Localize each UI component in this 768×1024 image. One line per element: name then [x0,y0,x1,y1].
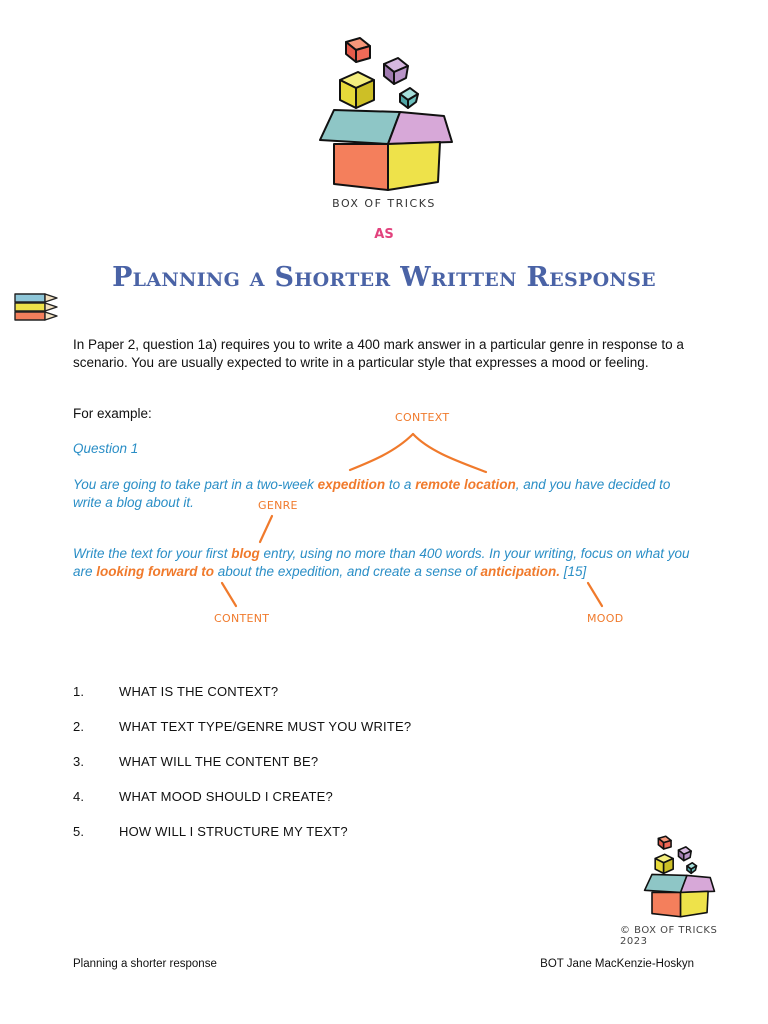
copyright-text: © BOX OF TRICKS 2023 [620,925,718,947]
highlight-remote-location: remote location [415,477,516,492]
context-line-right [413,434,486,472]
list-item: 2. WHAT TEXT TYPE/GENRE MUST YOU WRITE? [73,719,412,734]
box-of-tricks-logo-small [634,830,724,922]
footer-left: Planning a shorter response [73,958,217,970]
logo-caption: BOX OF TRICKS [332,197,436,210]
list-item: 3. WHAT WILL THE CONTENT BE? [73,754,319,769]
question-sentence-2: Write the text for your first blog entry, using no more than 400 words. In your writing, focus on what you are looking forward to about the expedition, and create a sense of anticipation. [15] [73,546,690,579]
list-item: 4. WHAT MOOD SHOULD I CREATE? [73,789,333,804]
annotation-context: CONTEXT [395,411,450,424]
question-sentence-1: You are going to take part in a two-week expedition to a remote location, and you have decided to write a blog about it. [73,477,671,510]
example-label: For example: [73,406,152,421]
intro-paragraph: In Paper 2, question 1a) requires you to write a 400 mark answer in a particular genre in response to a scenario. You are usually expected to write in a particular style that expresses a mood or feeling. [73,337,684,370]
question-heading: Question 1 [73,441,139,456]
highlight-looking-forward: looking forward to [96,563,215,579]
content-line [222,583,236,606]
highlight-expedition: expedition [317,477,386,492]
footer-right: BOT Jane MacKenzie-Hoskyn [540,958,694,970]
highlight-anticipation: anticipation. [480,563,560,579]
list-item: 5. HOW WILL I STRUCTURE MY TEXT? [73,824,348,839]
mood-line [588,583,602,606]
annotation-genre: GENRE [258,499,298,512]
highlight-blog: blog [231,546,260,561]
context-line-left [350,434,413,470]
level-label: AS [374,227,394,242]
question-list [73,684,573,859]
genre-line [260,516,272,542]
annotation-mood: MOOD [587,612,624,625]
annotation-content: CONTENT [214,612,270,625]
page-title: Planning a Shorter Written Response [112,262,656,293]
list-item: 1. WHAT IS THE CONTEXT? [73,684,279,699]
